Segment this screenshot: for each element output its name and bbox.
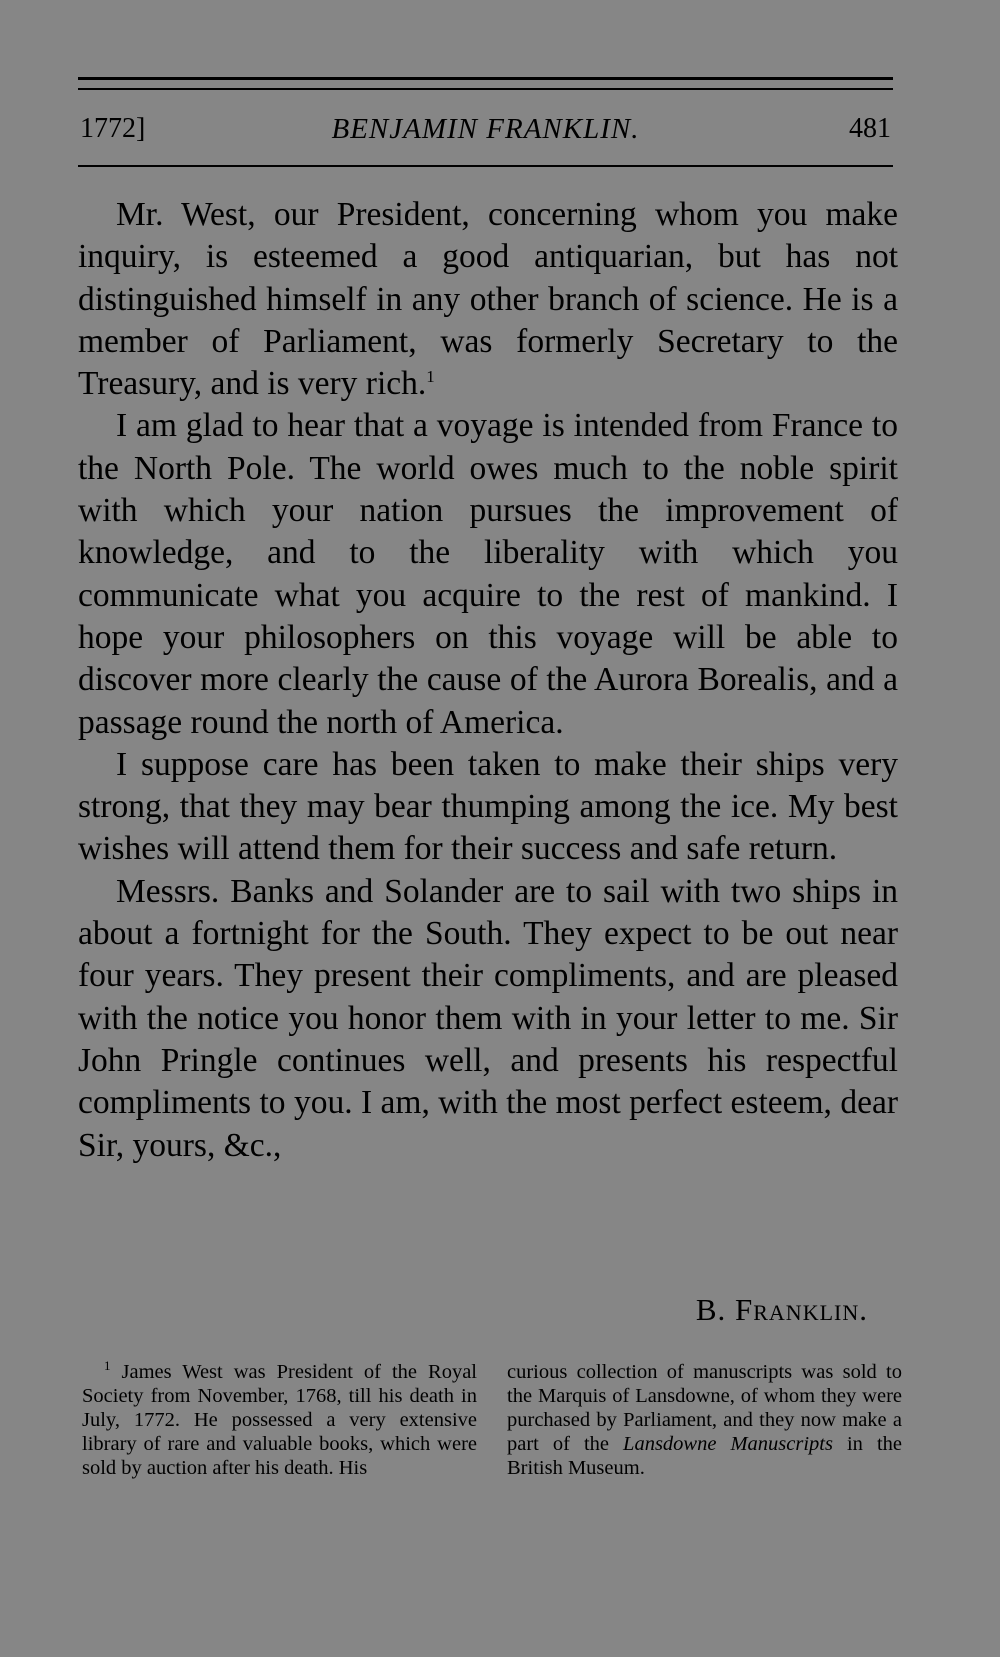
footnote-right-text-b: in the British Museum.: [507, 1433, 902, 1479]
letter-body: [78, 194, 898, 1167]
footnote-marker: 1: [104, 1358, 111, 1374]
footnote-left-text: James West was President of the Royal Society from November, 1768, till his death in July, 1772. He possessed a very extensive library of rare and valuable books, which were sold by auction after his death. His: [82, 1361, 478, 1479]
top-rule-thin: [78, 88, 893, 90]
footnote-column-right: [507, 1360, 902, 1480]
footnote-reference: 1: [426, 367, 435, 387]
footnotes: [82, 1360, 902, 1480]
footnote-italic-title: Lansdowne Manuscripts: [623, 1433, 833, 1455]
paragraph-1-text: Mr. West, our President, concerning whom you make inquiry, is esteemed a good antiquarian, but has not distinguished himself in any other branch of science. He is a member of Parliament, was formerly Secretary to the Treasury, and is very rich.: [78, 196, 898, 403]
footnote-column-left: [82, 1360, 477, 1480]
running-head-title: BENJAMIN FRANKLIN.: [331, 113, 640, 145]
footnote-text-right: [507, 1360, 902, 1480]
running-head: [78, 113, 893, 153]
header-rule: [78, 165, 893, 167]
paragraph-3: I suppose care has been taken to make their ships very strong, that they may bear thumping among the ice. My best wishes will attend them for their success and safe return.: [78, 745, 898, 868]
footnote-right-text-a: curious collection of manuscripts was sold to the Marquis of Lansdowne, of whom they were purchased by Parliament, and they now make a part of the: [507, 1361, 902, 1455]
running-head-date: 1772]: [80, 113, 146, 144]
paragraph-2: I am glad to hear that a voyage is intended from France to the North Pole. The world owes much to the noble spirit with which your nation pursues the improvement of knowledge, and to the liberality with which you communicate what you acquire to the rest of mankind. I hope your philosophers on this voyage will be able to discover more clearly the cause of the Aurora Borealis, and a passage round the north of America.: [78, 407, 898, 741]
page-number: 481: [849, 113, 891, 144]
footnote-text-left: [82, 1360, 477, 1480]
paragraph-1: [78, 194, 898, 405]
paragraph-4: Messrs. Banks and Solander are to sail with two ships in about a fortnight for the South. They expect to be out near four years. They present their compliments, and are pleased with the notice you honor them with in your letter to me. Sir John Pringle continues well, and presents his respectful compliments to you. I am, with the most perfect esteem, dear Sir, yours, &c.,: [78, 872, 898, 1164]
top-rule: [78, 77, 893, 80]
signature: B. Franklin.: [695, 1292, 868, 1327]
